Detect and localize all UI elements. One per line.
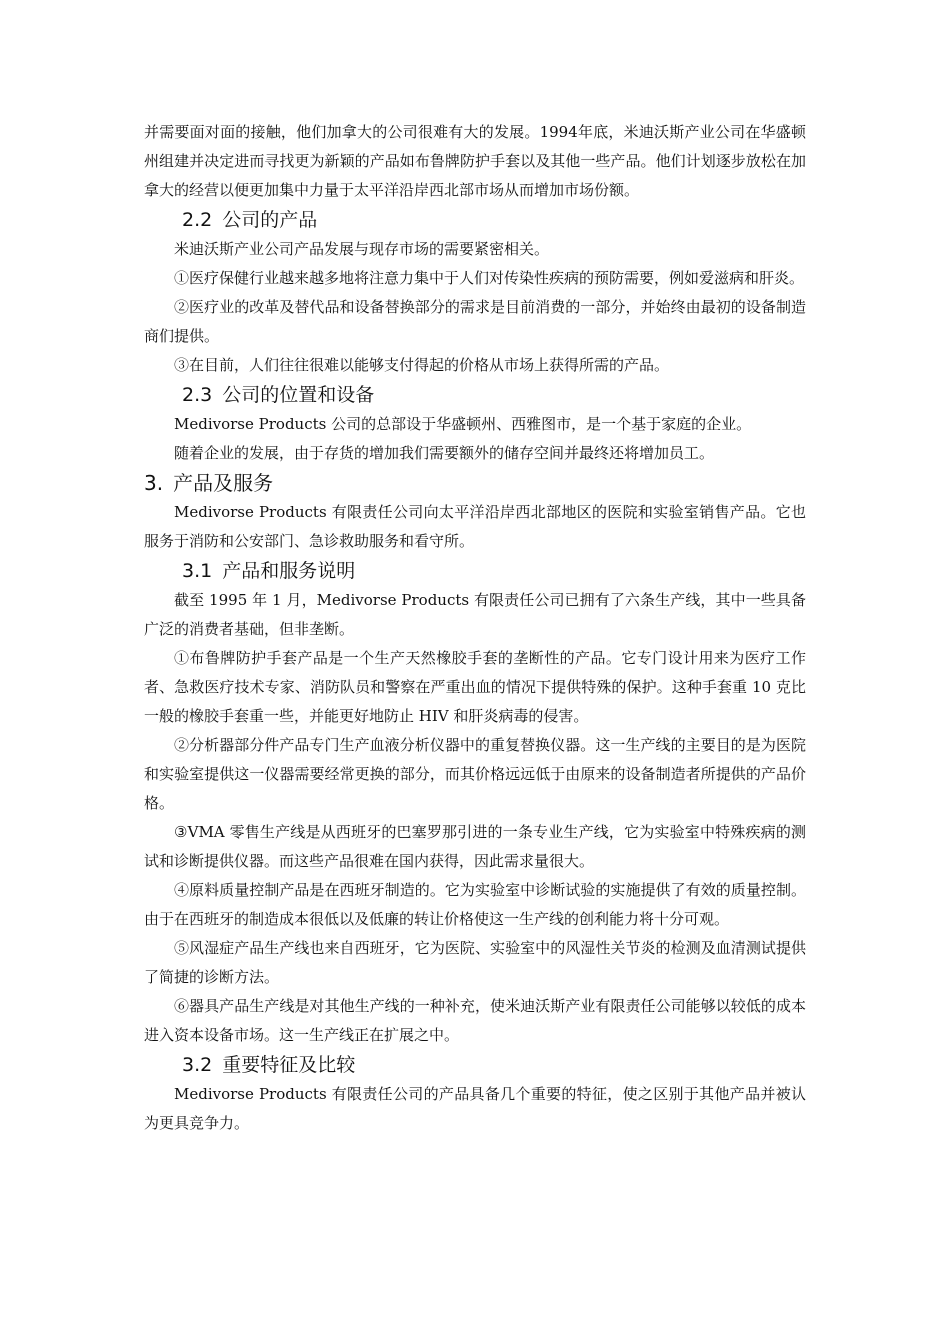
paragraph: ⑤风湿症产品生产线也来自西班牙，它为医院、实验室中的风湿性关节炎的检测及血清测试提供了简捷的诊断方法。 <box>144 939 806 986</box>
paragraph: ①医疗保健行业越来越多地将注意力集中于人们对传染性疾病的预防需要，例如爱滋病和肝炎。 <box>174 269 805 287</box>
paragraph: ③VMA 零售生产线是从西班牙的巴塞罗那引进的一条专业生产线，它为实验室中特殊疾病的测试和诊断提供仪器。而这些产品很难在国内获得，因此需求量很大。 <box>144 823 806 870</box>
section-title: 重要特征及比较 <box>222 1054 356 1076</box>
paragraph: Medivorse Products 公司的总部设于华盛顿州、西雅图市，是一个基于家庭的企业。 <box>174 415 752 433</box>
paragraph: 随着企业的发展，由于存货的增加我们需要额外的储存空间并最终还将增加员工。 <box>174 444 715 462</box>
section-number: 3. <box>144 471 164 495</box>
paragraph: ⑥器具产品生产线是对其他生产线的一种补充，使米迪沃斯产业有限责任公司能够以较低的成本进入资本设备市场。这一生产线正在扩展之中。 <box>144 997 806 1044</box>
paragraph: ④原料质量控制产品是在西班牙制造的。它为实验室中诊断试验的实施提供了有效的质量控制。由于在西班牙的制造成本很低以及低廉的转让价格使这一生产线的创利能力将十分可观。 <box>144 881 806 928</box>
paragraph: Medivorse Products 有限责任公司向太平洋沿岸西北部地区的医院和实验室销售产品。它也服务于消防和公安部门、急诊救助服务和看守所。 <box>144 503 806 550</box>
section-title: 产品和服务说明 <box>222 560 356 582</box>
section-2-3-heading <box>144 380 806 410</box>
section-3-2-heading <box>144 1050 806 1080</box>
paragraph: 米迪沃斯产业公司产品发展与现存市场的需要紧密相关。 <box>174 240 550 258</box>
section-3-heading <box>144 468 806 498</box>
section-number: 3.2 <box>182 1054 213 1076</box>
section-title: 产品及服务 <box>173 471 274 495</box>
intro-paragraph: 并需要面对面的接触，他们加拿大的公司很难有大的发展。1994年底，米迪沃斯产业公司在华盛顿州组建并决定进而寻找更为新颖的产品如布鲁牌防护手套以及其他一些产品。他们计划逐步放松在加拿大的经营以便更加集中力量于太平洋沿岸西北部市场从而增加市场份额。 <box>144 123 806 199</box>
section-3-1-heading <box>144 556 806 586</box>
section-number: 2.3 <box>182 384 213 406</box>
section-title: 公司的产品 <box>222 209 318 231</box>
paragraph: ②分析器部分件产品专门生产血液分析仪器中的重复替换仪器。这一生产线的主要目的是为医院和实验室提供这一仪器需要经常更换的部分，而其价格远远低于由原来的设备制造者所提供的产品价格。 <box>144 736 806 812</box>
paragraph: ①布鲁牌防护手套产品是一个生产天然橡胶手套的垄断性的产品。它专门设计用来为医疗工作者、急救医疗技术专家、消防队员和警察在严重出血的情况下提供特殊的保护。这种手套重 10 克比一般的橡胶手套重一些，并能更好地防止 HIV 和肝炎病毒的侵害。 <box>144 649 806 725</box>
paragraph: ③在目前，人们往往很难以能够支付得起的价格从市场上获得所需的产品。 <box>174 356 670 374</box>
section-title: 公司的位置和设备 <box>222 384 375 406</box>
paragraph: ②医疗业的改革及替代品和设备替换部分的需求是目前消费的一部分，并始终由最初的设备制造商们提供。 <box>144 298 806 345</box>
section-number: 3.1 <box>182 560 213 582</box>
section-number: 2.2 <box>182 209 213 231</box>
document-page <box>144 118 806 1138</box>
paragraph: 截至 1995 年 1 月，Medivorse Products 有限责任公司已拥有了六条生产线，其中一些具备广泛的消费者基础，但非垄断。 <box>144 591 806 638</box>
section-2-2-heading <box>144 205 806 235</box>
paragraph: Medivorse Products 有限责任公司的产品具备几个重要的特征，使之区别于其他产品并被认为更具竞争力。 <box>144 1085 806 1132</box>
